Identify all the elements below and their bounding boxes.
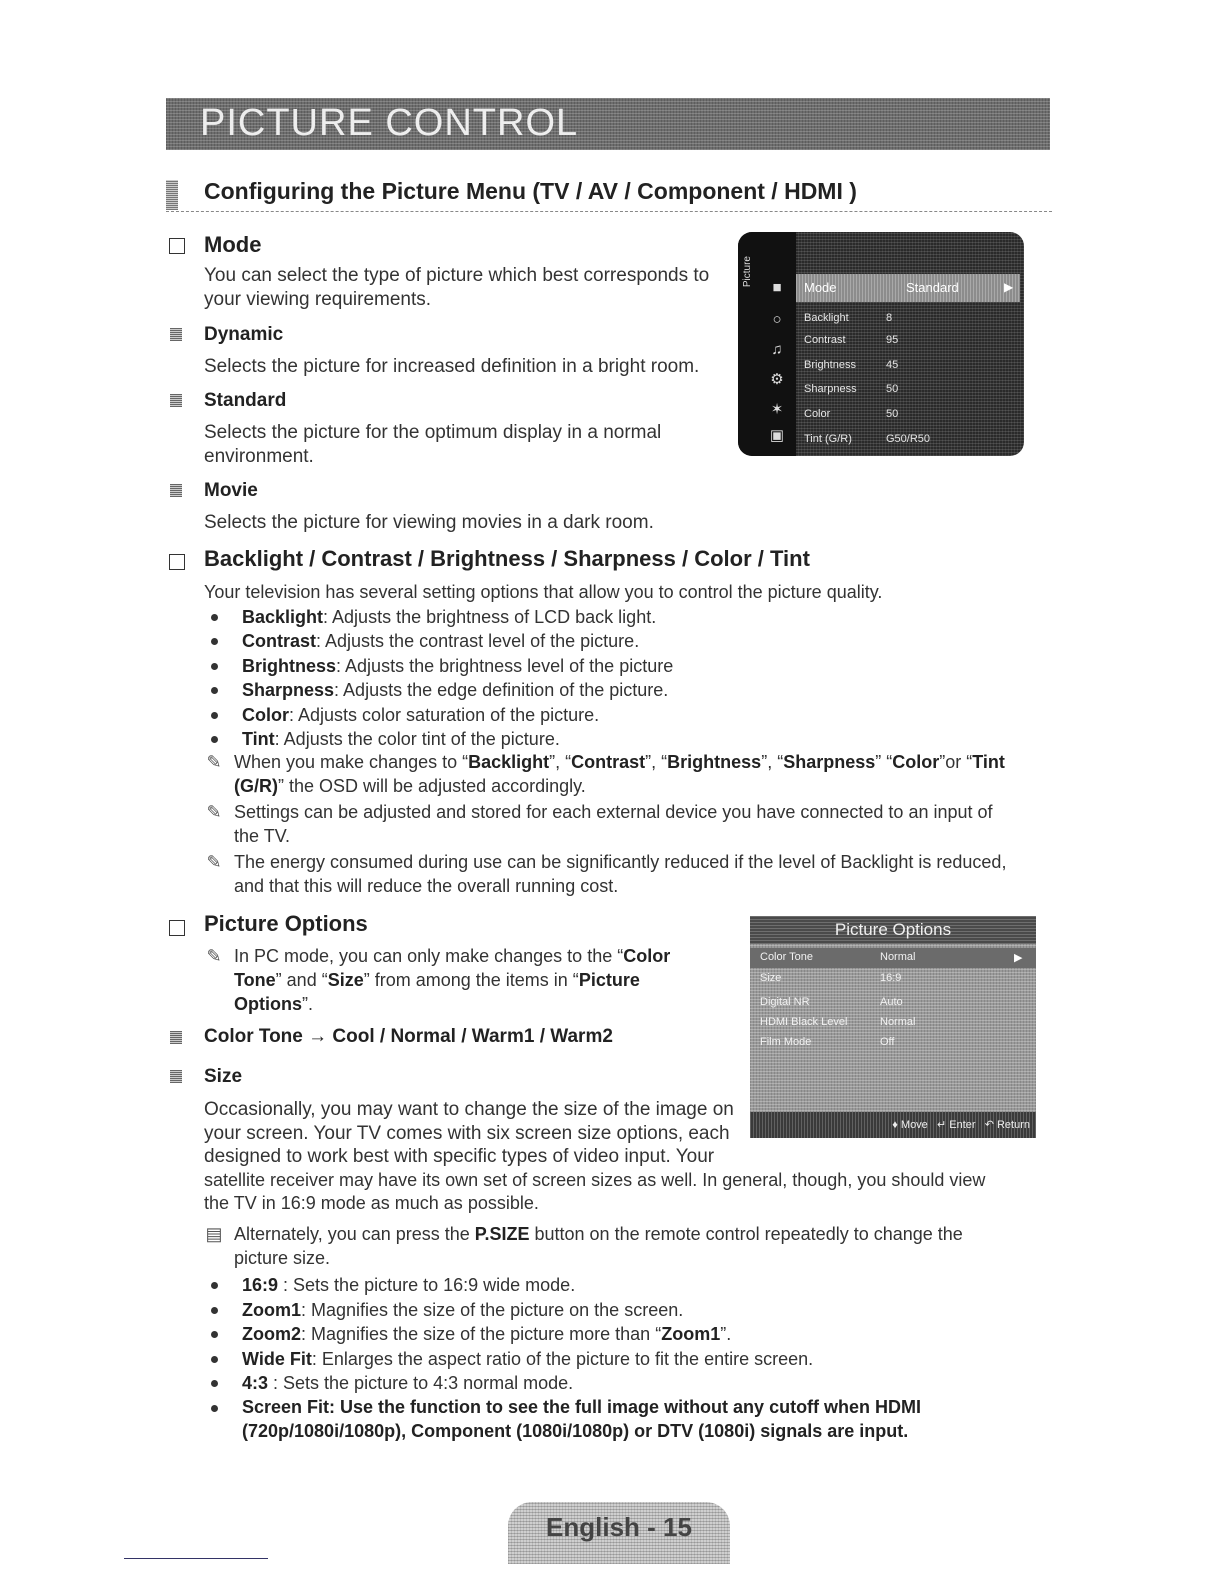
note-icon: ✎ — [206, 852, 222, 872]
note-text: When you make changes to “Backlight”, “Contrast”, “Brightness”, “Sharpness” “Color”or “Tint — [234, 752, 1005, 772]
input-icon: ✶ — [770, 401, 784, 418]
osd-row-value: 50 — [886, 383, 899, 395]
checkbox-bullet — [169, 238, 185, 254]
square-bullet — [170, 1070, 182, 1083]
bullet-dot — [211, 1282, 218, 1289]
osd-row-label: Size — [760, 972, 782, 984]
osd-title: Picture Options — [834, 920, 952, 939]
options-heading: Picture Options — [204, 911, 368, 936]
banner-title: PICTURE CONTROL — [200, 102, 579, 144]
osd-row-value: 8 — [886, 312, 893, 324]
dynamic-title: Dynamic — [204, 324, 284, 345]
osd-row-value: 16:9 — [880, 972, 902, 984]
square-bullet — [170, 328, 182, 341]
checkbox-bullet — [169, 920, 185, 936]
list-item: Tint: Adjusts the color tint of the picture. — [242, 729, 560, 749]
osd-row-label: Digital NR — [760, 996, 810, 1008]
osd-row-value: Normal — [880, 1016, 916, 1028]
mode-heading: Mode — [204, 232, 262, 257]
bullet-dot — [211, 1356, 218, 1363]
list-item: Zoom1: Magnifies the size of the picture on the screen. — [242, 1300, 684, 1320]
page-banner — [166, 98, 1050, 150]
osd-row-value: G50/R50 — [886, 433, 931, 445]
standard-title: Standard — [204, 390, 287, 411]
bullet-dot — [211, 712, 218, 719]
size-desc: Occasionally, you may want to change the size of the image on — [204, 1099, 734, 1120]
music-icon: ♫ — [771, 341, 783, 358]
bullet-dot — [211, 663, 218, 670]
osd-row-label: Backlight — [804, 312, 849, 324]
note-icon: ✎ — [206, 946, 222, 966]
footer-line — [124, 1558, 268, 1559]
note-text: picture size. — [234, 1248, 331, 1268]
list-item: Sharpness: Adjusts the edge definition of the picture. — [242, 680, 669, 700]
list-item: Zoom2: Magnifies the size of the picture more than “Zoom1”. — [242, 1324, 732, 1344]
standard-desc: Selects the picture for the optimum display in a normal — [204, 422, 662, 443]
note-text: Options”. — [234, 994, 313, 1014]
list-item: Brightness: Adjusts the brightness level of the picture — [242, 656, 674, 676]
bullet-dot — [211, 1307, 218, 1314]
square-bullet — [170, 394, 182, 407]
osd-header — [750, 916, 1036, 944]
osd-row-value: Normal — [880, 951, 916, 963]
osd-row-label: Tint (G/R) — [804, 433, 852, 445]
bullet-dot — [211, 1405, 218, 1412]
movie-desc: Selects the picture for viewing movies in a dark room. — [204, 512, 654, 533]
size-desc: designed to work best with specific types of video input. Your — [204, 1146, 715, 1167]
mode-desc: You can select the type of picture which best corresponds to — [204, 265, 710, 286]
osd-row-value: 50 — [886, 408, 899, 420]
osd-selected-row — [796, 274, 1020, 302]
sound-icon: ○ — [772, 311, 782, 328]
list-item: Backlight: Adjusts the brightness of LCD back light. — [242, 607, 657, 627]
osd-row-value: Off — [880, 1036, 895, 1048]
list-item: 4:3 : Sets the picture to 4:3 normal mode. — [242, 1373, 574, 1393]
section-divider — [166, 211, 1052, 212]
osd-side-label: Picture — [742, 256, 753, 288]
bullet-dot — [211, 1331, 218, 1338]
osd-sidebar — [738, 232, 796, 456]
size-desc: the TV in 16:9 mode as much as possible. — [204, 1193, 539, 1213]
checkbox-bullet — [169, 554, 185, 570]
list-item: Wide Fit: Enlarges the aspect ratio of the picture to fit the entire screen. — [242, 1349, 814, 1369]
chevron-right-icon: ▶ — [1014, 952, 1023, 964]
note-text: and that this will reduce the overall running cost. — [234, 876, 619, 896]
osd-row-label: Brightness — [804, 359, 856, 371]
note-text: In PC mode, you can only make changes to the “Color — [234, 946, 671, 966]
osd-mode-label: Mode — [804, 280, 837, 295]
picture-icon: ■ — [772, 279, 782, 296]
adjust-heading: Backlight / Contrast / Brightness / Sharpness / Color / Tint — [204, 546, 810, 571]
section-marker — [166, 180, 178, 210]
page-number-badge — [508, 1502, 730, 1564]
movie-title: Movie — [204, 480, 258, 501]
section-title: Configuring the Picture Menu (TV / AV / Component / HDMI ) — [204, 178, 857, 204]
application-icon: ▣ — [769, 427, 785, 444]
bullet-dot — [211, 614, 218, 621]
colortone-title: Color Tone → Cool / Normal / Warm1 / Warm2 — [204, 1026, 613, 1047]
adjust-intro: Your television has several setting options that allow you to control the picture quality. — [204, 582, 883, 602]
picture-options-screenshot — [750, 916, 1036, 1138]
osd-row-label: Color — [804, 408, 831, 420]
osd-row-label: HDMI Black Level — [760, 1016, 848, 1028]
square-bullet — [170, 484, 182, 497]
note-text: Settings can be adjusted and stored for each external device you have connected to an input of — [234, 802, 993, 822]
size-desc: your screen. Your TV comes with six screen size options, each — [204, 1123, 730, 1144]
size-desc: satellite receiver may have its own set of screen sizes as well. In general, though, you should view — [204, 1170, 986, 1190]
page-number: English - 15 — [546, 1512, 692, 1542]
osd-row-value: Auto — [880, 996, 903, 1008]
osd-row-value: 95 — [886, 334, 899, 346]
note-icon: ✎ — [206, 752, 222, 772]
setup-icon: ⚙ — [770, 371, 784, 388]
osd-row-label: Contrast — [804, 334, 846, 346]
list-item: (720p/1080i/1080p), Component (1080i/1080p) or DTV (1080i) signals are input. — [242, 1421, 909, 1441]
osd-row-label: Film Mode — [760, 1036, 812, 1048]
osd-row-label: Color Tone — [760, 951, 813, 963]
list-item: Screen Fit: Use the function to see the full image without any cutoff when HDMI — [242, 1397, 922, 1417]
square-bullet — [170, 1031, 182, 1044]
osd-mode-value: Standard — [906, 280, 959, 295]
mode-desc: your viewing requirements. — [204, 289, 432, 310]
note-text: Alternately, you can press the P.SIZE button on the remote control repeatedly to change the — [234, 1224, 963, 1244]
osd-footer — [750, 1112, 1036, 1138]
dynamic-desc: Selects the picture for increased definition in a bright room. — [204, 356, 700, 377]
bullet-dot — [211, 638, 218, 645]
osd-footer-hints: ♦ Move ↵ Enter ↶ Return — [892, 1119, 1030, 1131]
bullet-dot — [211, 687, 218, 694]
note-icon: ✎ — [206, 802, 222, 822]
list-item: 16:9 : Sets the picture to 16:9 wide mode. — [242, 1275, 576, 1295]
bullet-dot — [211, 1380, 218, 1387]
note-text: the TV. — [234, 826, 291, 846]
osd-row-label: Sharpness — [804, 383, 857, 395]
note-text: Tone” and “Size” from among the items in “Picture — [234, 970, 640, 990]
size-title: Size — [204, 1066, 243, 1087]
list-item: Contrast: Adjusts the contrast level of the picture. — [242, 631, 640, 651]
note-text: The energy consumed during use can be significantly reduced if the level of Backlight is reduced, — [234, 852, 1007, 872]
remote-note-icon: ▤ — [205, 1224, 223, 1244]
note-text: (G/R)” the OSD will be adjusted accordingly. — [234, 776, 586, 796]
picture-menu-screenshot — [738, 232, 1024, 456]
osd-row-value: 45 — [886, 359, 899, 371]
chevron-right-icon: ▶ — [1004, 280, 1014, 294]
standard-desc: environment. — [204, 446, 314, 467]
bullet-dot — [211, 736, 218, 743]
list-item: Color: Adjusts color saturation of the picture. — [242, 705, 600, 725]
